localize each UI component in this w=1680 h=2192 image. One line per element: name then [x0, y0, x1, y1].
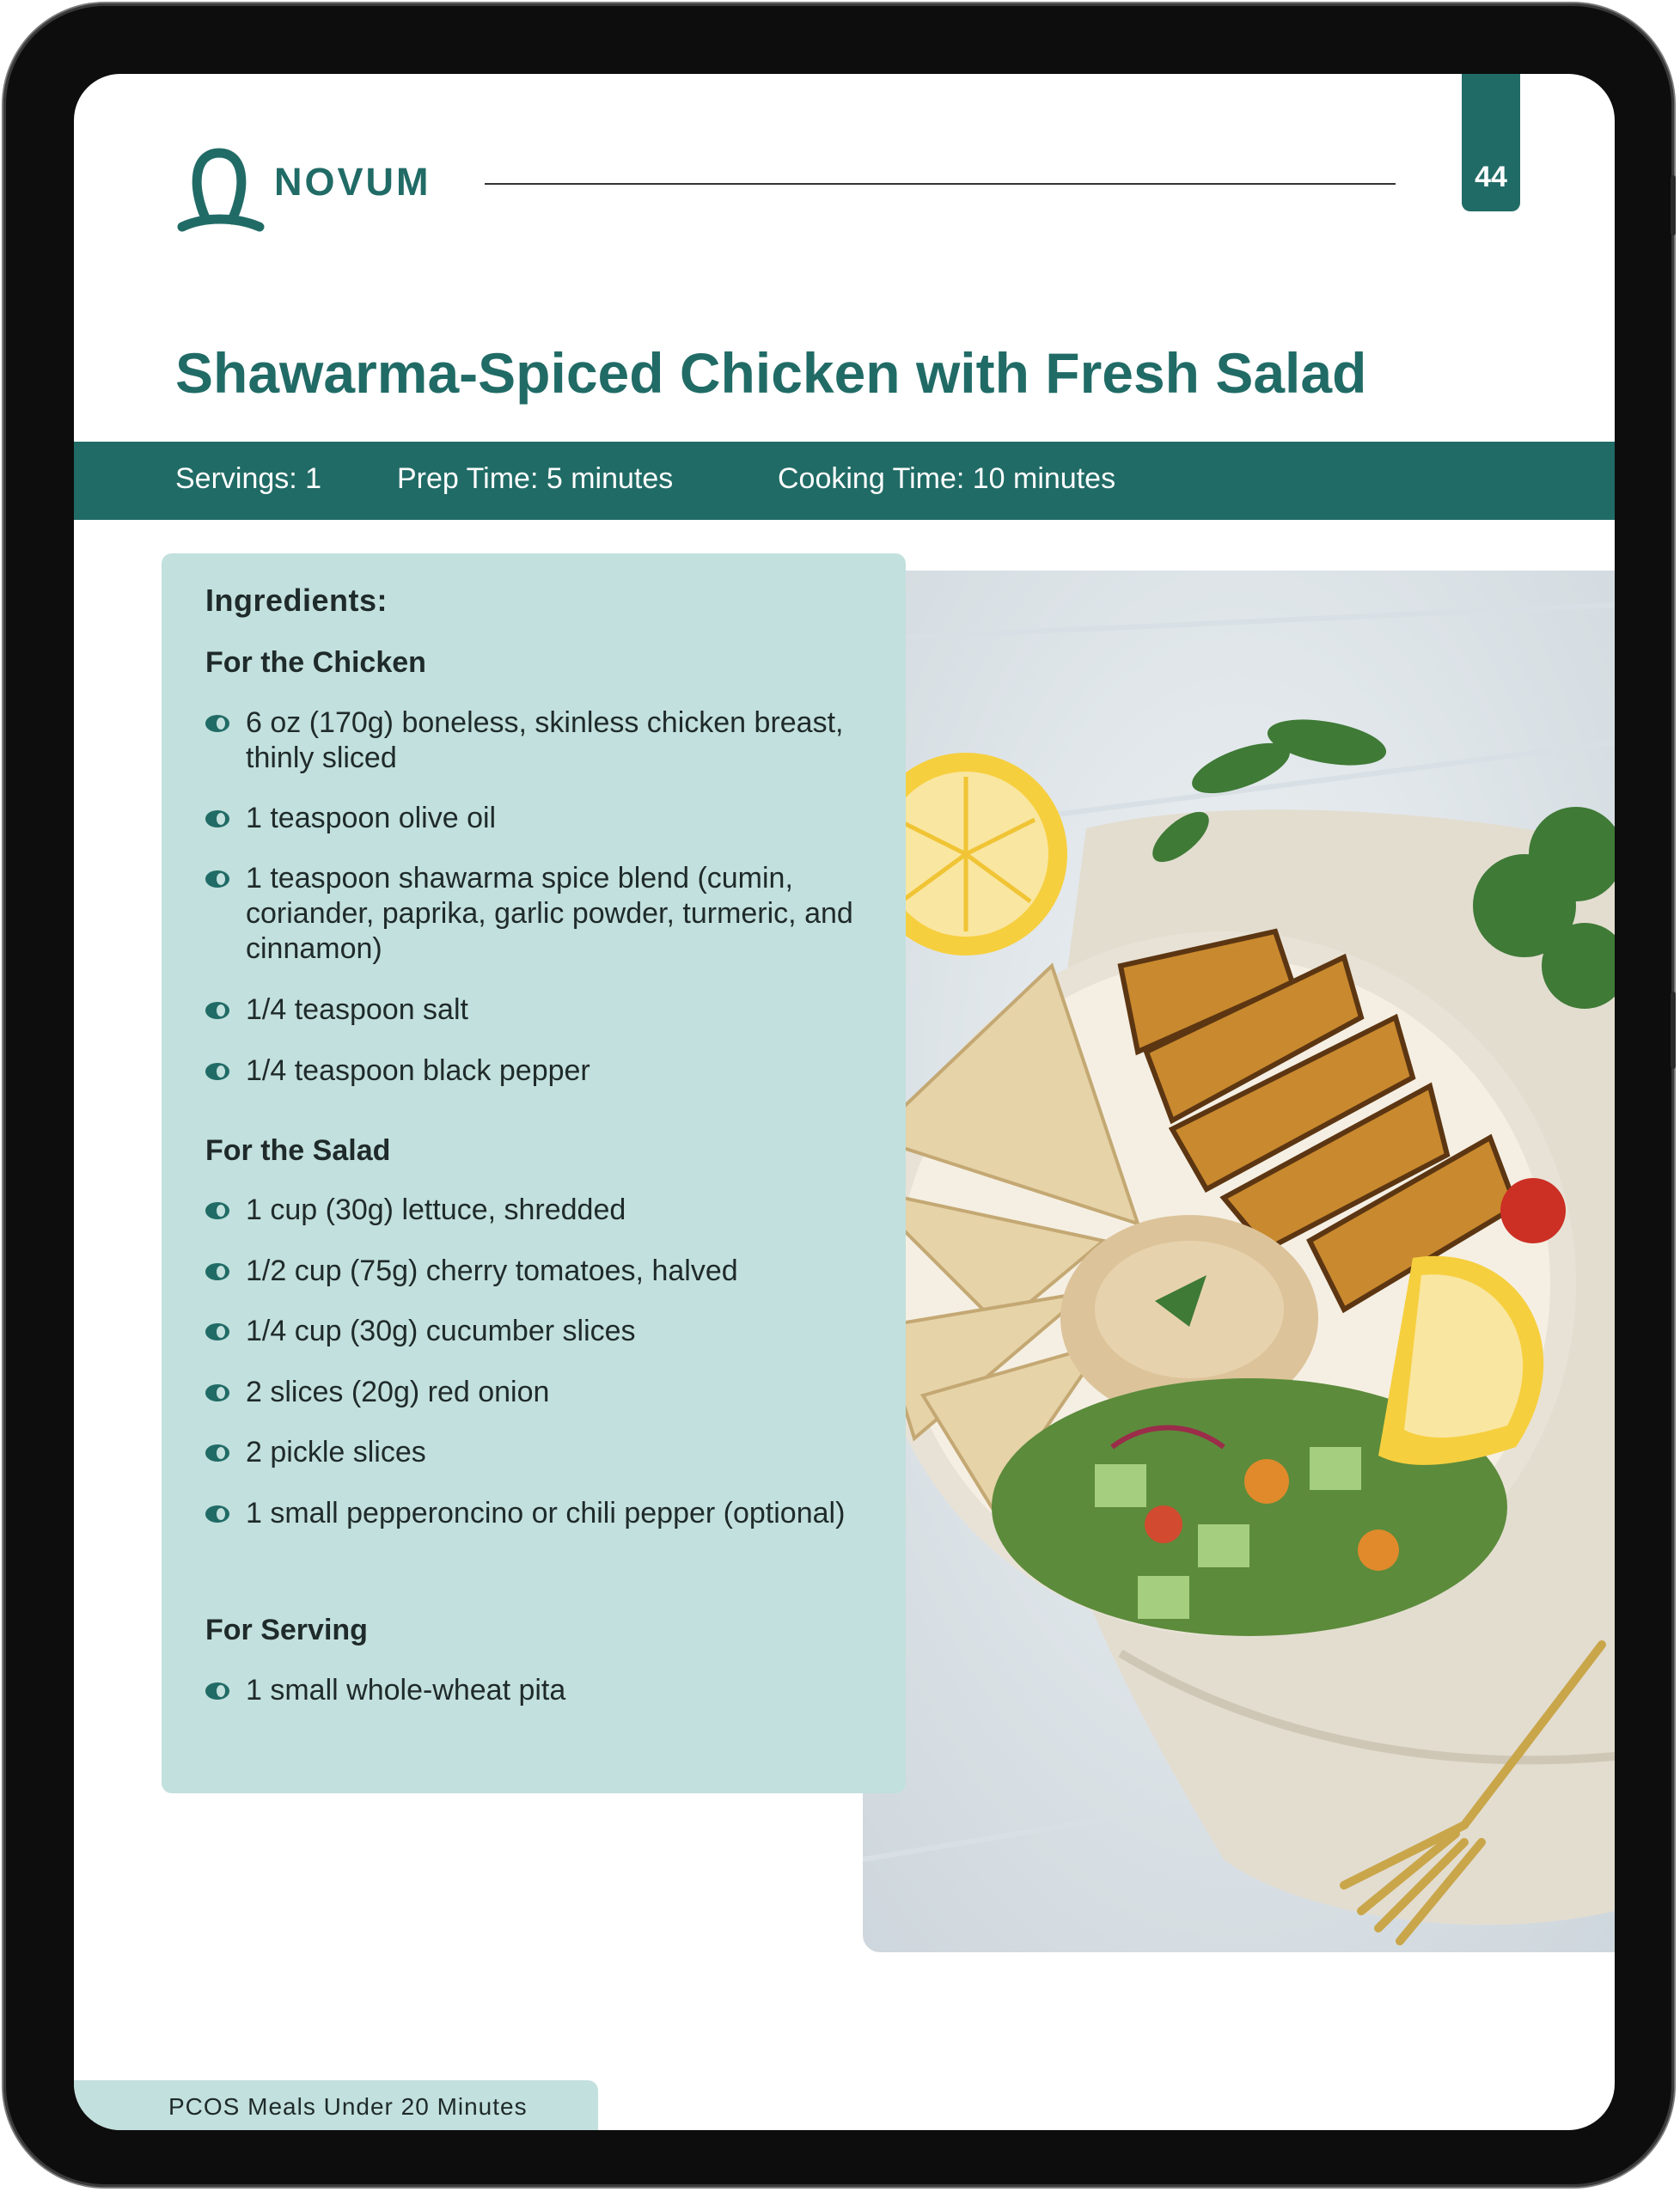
bullet-icon	[205, 1263, 229, 1280]
bullet-icon	[205, 810, 229, 827]
page-screen	[74, 74, 1615, 2130]
bullet-icon	[205, 870, 229, 888]
bullet-icon	[205, 1384, 229, 1401]
ingredients-card: Ingredients: For the Chicken 6 oz (170g) boneless, skinless chicken breast, thinly sliced 1 teaspoon olive oil 1 teaspoon shawarma spice blend (cumin, coriander, paprika, garlic powder, turmeric, and cinnamon) 1/4 teaspoon salt 1/4 teaspoon black pepper For the Salad 1 cup (30g) lettuce, shredded 1/2 cup (75g) cherry tomatoes, halved 1/4 cup (30g) cucumber slices 2 slices (20g) red onion 2 pickle slices 1 small pepperoncino or chili pepper (optional) For Serving 1 small whole-wheat pita	[162, 553, 906, 1793]
ingredients-heading: Ingredients:	[205, 583, 388, 618]
header-divider	[485, 183, 1396, 185]
prep-time: Prep Time: 5 minutes	[397, 462, 674, 495]
bullet-icon	[205, 1002, 229, 1019]
recipe-meta-bar	[74, 442, 1615, 520]
brand-name: NOVUM	[274, 160, 431, 204]
cooking-time: Cooking Time: 10 minutes	[778, 462, 1116, 495]
side-button	[1671, 992, 1676, 1069]
chicken-subheading: For the Chicken	[205, 646, 426, 679]
bullet-icon	[205, 1323, 229, 1340]
bullet-icon	[205, 1063, 229, 1080]
servings: Servings: 1	[175, 462, 322, 495]
footer-tab	[74, 2080, 598, 2130]
bullet-icon	[205, 1682, 229, 1700]
bullet-icon	[205, 1505, 229, 1523]
recipe-title: Shawarma-Spiced Chicken with Fresh Salad	[175, 341, 1367, 405]
bullet-icon	[205, 1444, 229, 1462]
bullet-icon	[205, 1202, 229, 1219]
tablet-frame	[3, 3, 1674, 2187]
footer-label: PCOS Meals Under 20 Minutes	[168, 2093, 528, 2120]
side-button	[1671, 175, 1676, 235]
bullet-icon	[205, 715, 229, 732]
serving-subheading: For Serving	[205, 1614, 368, 1646]
recipe-photo	[863, 571, 1615, 1952]
page-number-tab	[1462, 74, 1520, 211]
page-number: 44	[1475, 161, 1507, 193]
salad-subheading: For the Salad	[205, 1134, 391, 1167]
